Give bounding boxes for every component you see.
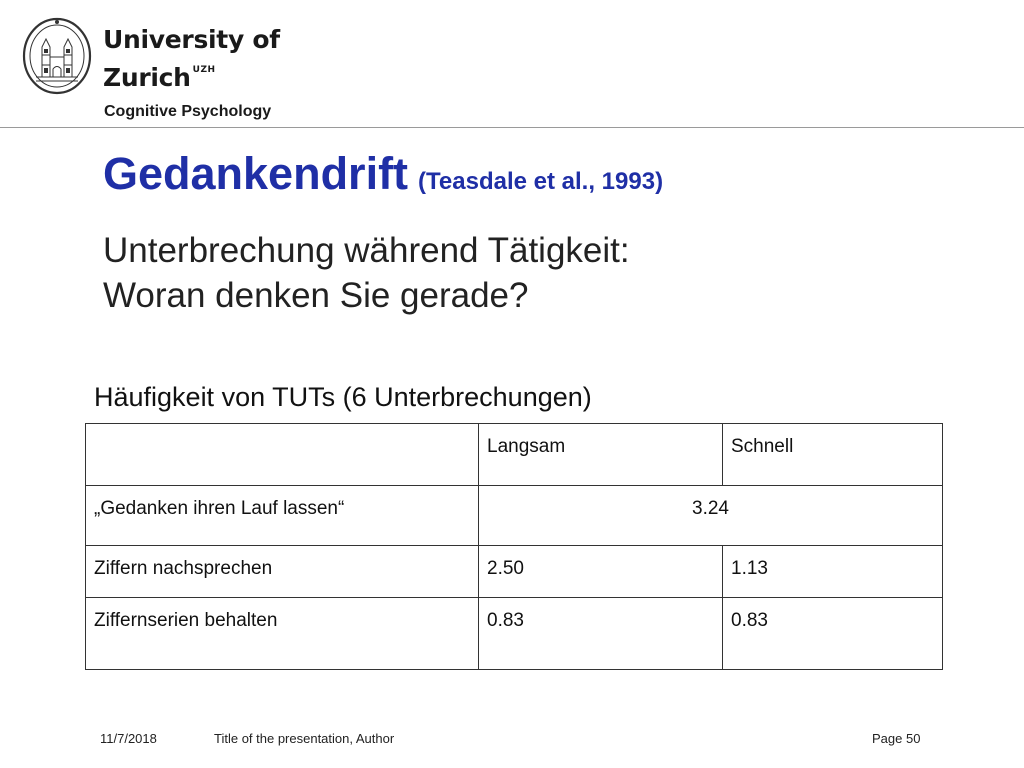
university-wordmark	[103, 24, 280, 93]
merged-value-cell: 3.24	[479, 486, 943, 546]
table-row	[86, 546, 943, 598]
header-divider	[0, 127, 1024, 128]
university-tag: UZH	[192, 65, 216, 75]
row-label: Ziffern nachsprechen	[86, 546, 479, 598]
value-langsam: 0.83	[479, 598, 723, 670]
footer-presentation-title: Title of the presentation, Author	[214, 731, 395, 746]
footer-date: 11/7/2018	[100, 731, 157, 746]
value-schnell: 0.83	[723, 598, 943, 670]
value-langsam: 2.50	[479, 546, 723, 598]
header-cell-schnell: Schnell	[723, 424, 943, 486]
slide-title	[103, 148, 663, 200]
university-seal-logo	[22, 17, 92, 95]
tut-frequency-table	[85, 423, 943, 670]
value-schnell: 1.13	[723, 546, 943, 598]
university-name-zurich: Zurich	[103, 63, 191, 92]
header-cell-empty	[86, 424, 479, 486]
university-name-line1: University of	[103, 25, 280, 54]
slide-question	[103, 228, 630, 318]
question-line-1: Unterbrechung während Tätigkeit:	[103, 231, 630, 270]
table-row	[86, 598, 943, 670]
footer-page-number: Page 50	[872, 731, 921, 746]
row-label: Ziffernserien behalten	[86, 598, 479, 670]
table-caption: Häufigkeit von TUTs (6 Unterbrechungen)	[94, 382, 592, 412]
question-line-2: Woran denken Sie gerade?	[103, 276, 529, 315]
department-name: Cognitive Psychology	[104, 103, 272, 120]
table-header-row	[86, 424, 943, 486]
university-name-line2	[103, 55, 280, 93]
header-cell-langsam: Langsam	[479, 424, 723, 486]
row-label: „Gedanken ihren Lauf lassen“	[86, 486, 479, 546]
slide-title-main: Gedankendrift	[103, 148, 409, 199]
slide-title-citation: (Teasdale et al., 1993)	[418, 168, 664, 195]
table-row	[86, 486, 943, 546]
